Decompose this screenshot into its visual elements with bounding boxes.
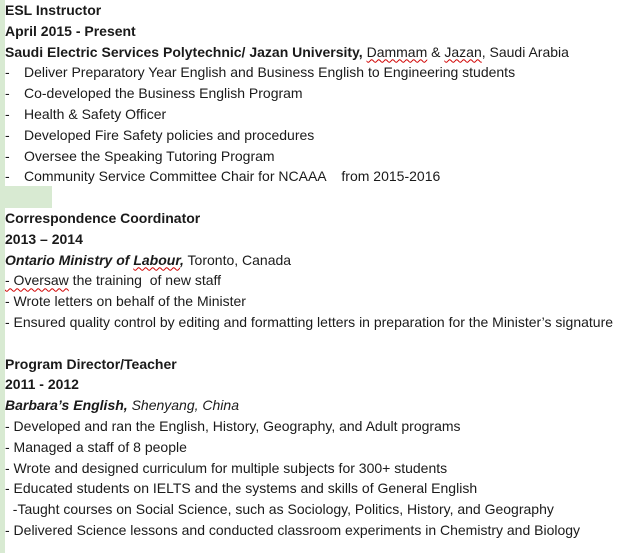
list-item-text: - Wrote letters on behalf of the Minister <box>5 293 246 310</box>
list-item-text: -Taught courses on Social Science, such as Sociology, Politics, History, and Geography <box>5 501 554 518</box>
list-item <box>5 146 644 167</box>
list-item <box>5 62 644 83</box>
list-item-text: Community Service Committee Chair for NCAAA from 2015-2016 <box>24 168 441 185</box>
employer-line <box>5 395 644 416</box>
list-item <box>5 437 644 458</box>
employer-name: Saudi Electric Services Polytechnic/ Jazan University <box>5 43 359 60</box>
job-title: ESL Instructor <box>5 2 102 18</box>
employer-name: Barbara’s English <box>5 397 124 414</box>
list-item-text: - Developed and ran the English, History, Geography, and Adult programs <box>5 417 461 434</box>
list-item-text: Co-developed the Business English Program <box>24 85 303 102</box>
list-item <box>5 416 644 437</box>
list-item-text: - Managed a staff of 8 people <box>5 438 187 455</box>
section-spacer <box>5 187 644 208</box>
list-item-text: Developed Fire Safety policies and procedures <box>24 126 315 143</box>
list-item-text: - Ensured quality control by editing and formatting letters in preparation for the Minister’s signature <box>5 313 614 330</box>
employer-name-word: Labour <box>133 251 181 268</box>
employer-city: Dammam <box>366 43 428 60</box>
list-item <box>5 478 644 499</box>
employer-city: Jazan <box>444 43 482 60</box>
list-item <box>5 166 644 187</box>
employer-city-join: & <box>427 43 445 60</box>
list-item-text: the training of new staff <box>68 272 222 289</box>
list-item <box>5 83 644 104</box>
job-dates: 2011 - 2012 <box>5 376 79 393</box>
list-marker: - <box>5 85 10 102</box>
list-item-text: - Delivered Science lessons and conducted classroom experiments in Chemistry and Biology <box>5 521 581 538</box>
list-marker: - <box>5 168 10 185</box>
employer-name: Ontario Ministry of <box>5 251 134 268</box>
list-item <box>5 104 644 125</box>
employer-separator: , <box>358 43 363 60</box>
list-item-text: Health & Safety Officer <box>24 105 167 122</box>
resume-document <box>5 0 644 541</box>
job-dates: April 2015 - Present <box>5 22 136 39</box>
section-spacer <box>5 333 644 354</box>
employer-line <box>5 250 644 271</box>
list-item <box>5 125 644 146</box>
list-item <box>5 458 644 479</box>
list-item <box>5 520 644 541</box>
list-item-text: Deliver Preparatory Year English and Business English to Engineering students <box>24 64 516 81</box>
employer-location: Toronto, Canada <box>183 251 292 268</box>
employer-separator: , <box>180 251 184 268</box>
job-title: Correspondence Coordinator <box>5 209 201 226</box>
employer-line <box>5 42 644 63</box>
list-item-text: - Educated students on IELTS and the systems and skills of General English <box>5 480 478 497</box>
list-item-text: - Oversaw <box>5 272 69 289</box>
list-item-text: - Wrote and designed curriculum for multiple subjects for 300+ students <box>5 459 448 476</box>
list-marker: - <box>5 126 10 143</box>
employer-location: Shenyang, China <box>127 397 239 414</box>
list-marker: - <box>5 64 10 81</box>
employer-separator: , <box>123 397 128 414</box>
list-item <box>5 499 644 520</box>
list-item <box>5 312 644 333</box>
list-marker: - <box>5 105 10 122</box>
list-item-text: Oversee the Speaking Tutoring Program <box>24 147 275 164</box>
list-item <box>5 270 644 291</box>
job-title: Program Director/Teacher <box>5 355 177 372</box>
job-dates: 2013 – 2014 <box>5 230 83 247</box>
list-marker: - <box>5 147 10 164</box>
employer-location: , Saudi Arabia <box>481 43 569 60</box>
list-item <box>5 291 644 312</box>
